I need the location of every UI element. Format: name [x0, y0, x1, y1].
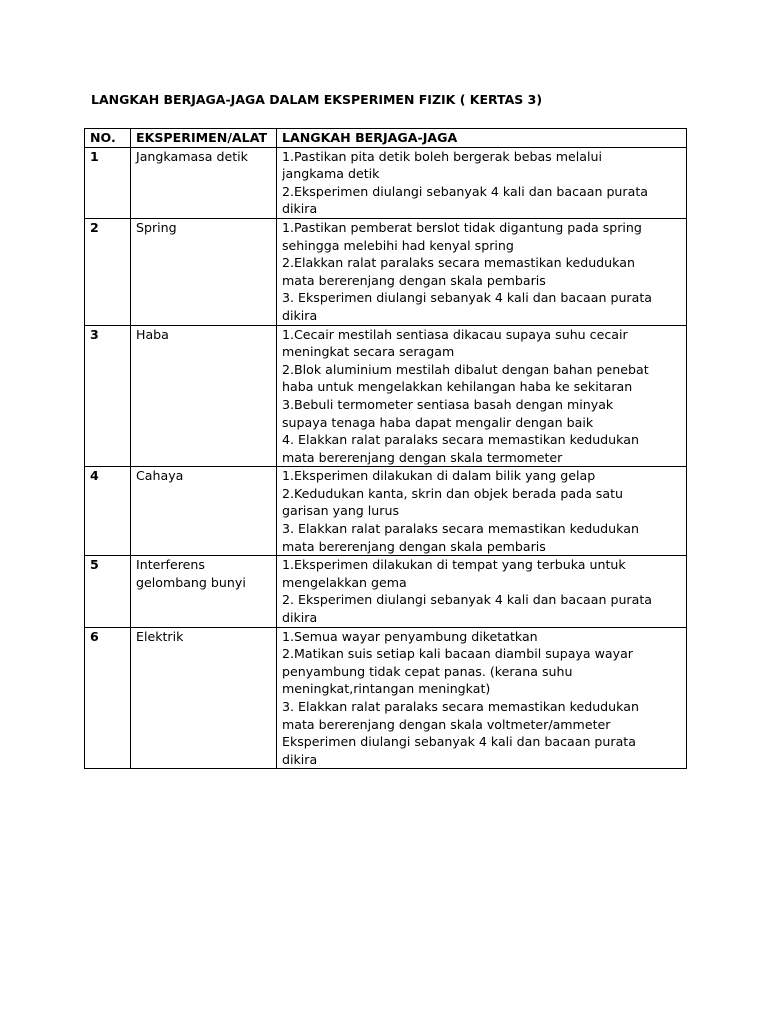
- row-number: 4: [85, 467, 131, 556]
- step-line: mata bererenjang dengan skala pembaris: [282, 538, 546, 554]
- step-line: 2.Elakkan ralat paralaks secara memastikan kedudukan: [282, 255, 635, 271]
- experiment-name-line: Haba: [136, 326, 169, 342]
- precautions-table: [84, 128, 687, 769]
- header-steps: LANGKAH BERJAGA-JAGA: [277, 129, 687, 148]
- step-line: penyambung tidak cepat panas. (kerana suhu: [282, 663, 573, 679]
- step-line: mengelakkan gema: [282, 574, 407, 590]
- row-number: 3: [85, 325, 131, 467]
- step-line: 1.Eksperimen dilakukan di dalam bilik yang gelap: [282, 468, 596, 484]
- header-experiment: EKSPERIMEN/ALAT: [131, 129, 277, 148]
- step-line: supaya tenaga haba dapat mengalir dengan baik: [282, 414, 594, 430]
- step-line: 3.Bebuli termometer sentiasa basah dengan minyak: [282, 396, 614, 412]
- experiment-name-line: Interferens: [136, 557, 205, 573]
- step-line: 2.Eksperimen diulangi sebanyak 4 kali dan bacaan purata: [282, 183, 648, 199]
- step-line: 1.Eksperimen dilakukan di tempat yang terbuka untuk: [282, 557, 626, 573]
- table-row: [85, 325, 687, 467]
- step-line: sehingga melebihi had kenyal spring: [282, 237, 514, 253]
- experiment-cell: [131, 627, 277, 769]
- step-line: 1.Semua wayar penyambung diketatkan: [282, 628, 538, 644]
- step-line: 2.Matikan suis setiap kali bacaan diambil supaya wayar: [282, 646, 633, 662]
- steps-cell: [277, 627, 687, 769]
- step-line: mata bererenjang dengan skala pembaris: [282, 272, 546, 288]
- step-line: 3. Eksperimen diulangi sebanyak 4 kali dan bacaan purata: [282, 290, 652, 306]
- experiment-cell: [131, 467, 277, 556]
- experiment-cell: [131, 325, 277, 467]
- step-line: jangkama detik: [282, 166, 380, 182]
- step-line: mata bererenjang dengan skala voltmeter/ammeter: [282, 716, 611, 732]
- step-line: 3. Elakkan ralat paralaks secara memastikan kedudukan: [282, 521, 639, 537]
- experiment-cell: [131, 218, 277, 325]
- step-line: dikira: [282, 751, 318, 767]
- row-number: 1: [85, 147, 131, 218]
- experiment-name-line: Cahaya: [136, 468, 184, 484]
- step-line: 2.Blok aluminium mestilah dibalut dengan bahan penebat: [282, 361, 649, 377]
- step-line: dikira: [282, 201, 318, 217]
- step-line: 1.Pastikan pita detik boleh bergerak bebas melalui: [282, 148, 602, 164]
- step-line: 4. Elakkan ralat paralaks secara memastikan kedudukan: [282, 432, 639, 448]
- step-line: 2. Eksperimen diulangi sebanyak 4 kali dan bacaan purata: [282, 592, 652, 608]
- step-line: 1.Cecair mestilah sentiasa dikacau supaya suhu cecair: [282, 326, 628, 342]
- table-row: [85, 147, 687, 218]
- table-row: [85, 467, 687, 556]
- experiment-cell: [131, 556, 277, 627]
- row-number: 2: [85, 218, 131, 325]
- step-line: 1.Pastikan pemberat berslot tidak digantung pada spring: [282, 219, 642, 235]
- step-line: mata bererenjang dengan skala termometer: [282, 449, 563, 465]
- experiment-name-line: Spring: [136, 219, 177, 235]
- step-line: 3. Elakkan ralat paralaks secara memastikan kedudukan: [282, 699, 639, 714]
- step-line: dikira: [282, 610, 318, 626]
- steps-cell: [277, 556, 687, 627]
- step-line: garisan yang lurus: [282, 503, 400, 519]
- step-line: haba untuk mengelakkan kehilangan haba ke sekitaran: [282, 379, 633, 395]
- row-number: 6: [85, 627, 131, 769]
- steps-cell: [277, 218, 687, 325]
- experiment-name-line: gelombang bunyi: [136, 574, 246, 590]
- table-body: [85, 147, 687, 769]
- experiment-name-line: Elektrik: [136, 628, 184, 644]
- table-row: [85, 218, 687, 325]
- table-header-row: [85, 129, 687, 148]
- document-title: LANGKAH BERJAGA-JAGA DALAM EKSPERIMEN FIZIK ( KERTAS 3): [91, 92, 543, 107]
- step-line: meningkat secara seragam: [282, 344, 455, 360]
- steps-cell: [277, 467, 687, 556]
- steps-cell: [277, 147, 687, 218]
- experiment-cell: [131, 147, 277, 218]
- row-number: 5: [85, 556, 131, 627]
- step-line: 2.Kedudukan kanta, skrin dan objek berada pada satu: [282, 485, 623, 501]
- table-row: [85, 627, 687, 769]
- step-line: dikira: [282, 307, 318, 323]
- table-row: [85, 556, 687, 627]
- step-line: meningkat,rintangan meningkat): [282, 681, 491, 697]
- header-no: NO.: [85, 129, 131, 148]
- experiment-name-line: Jangkamasa detik: [136, 148, 248, 164]
- step-line: Eksperimen diulangi sebanyak 4 kali dan bacaan purata: [282, 734, 636, 750]
- steps-cell: [277, 325, 687, 467]
